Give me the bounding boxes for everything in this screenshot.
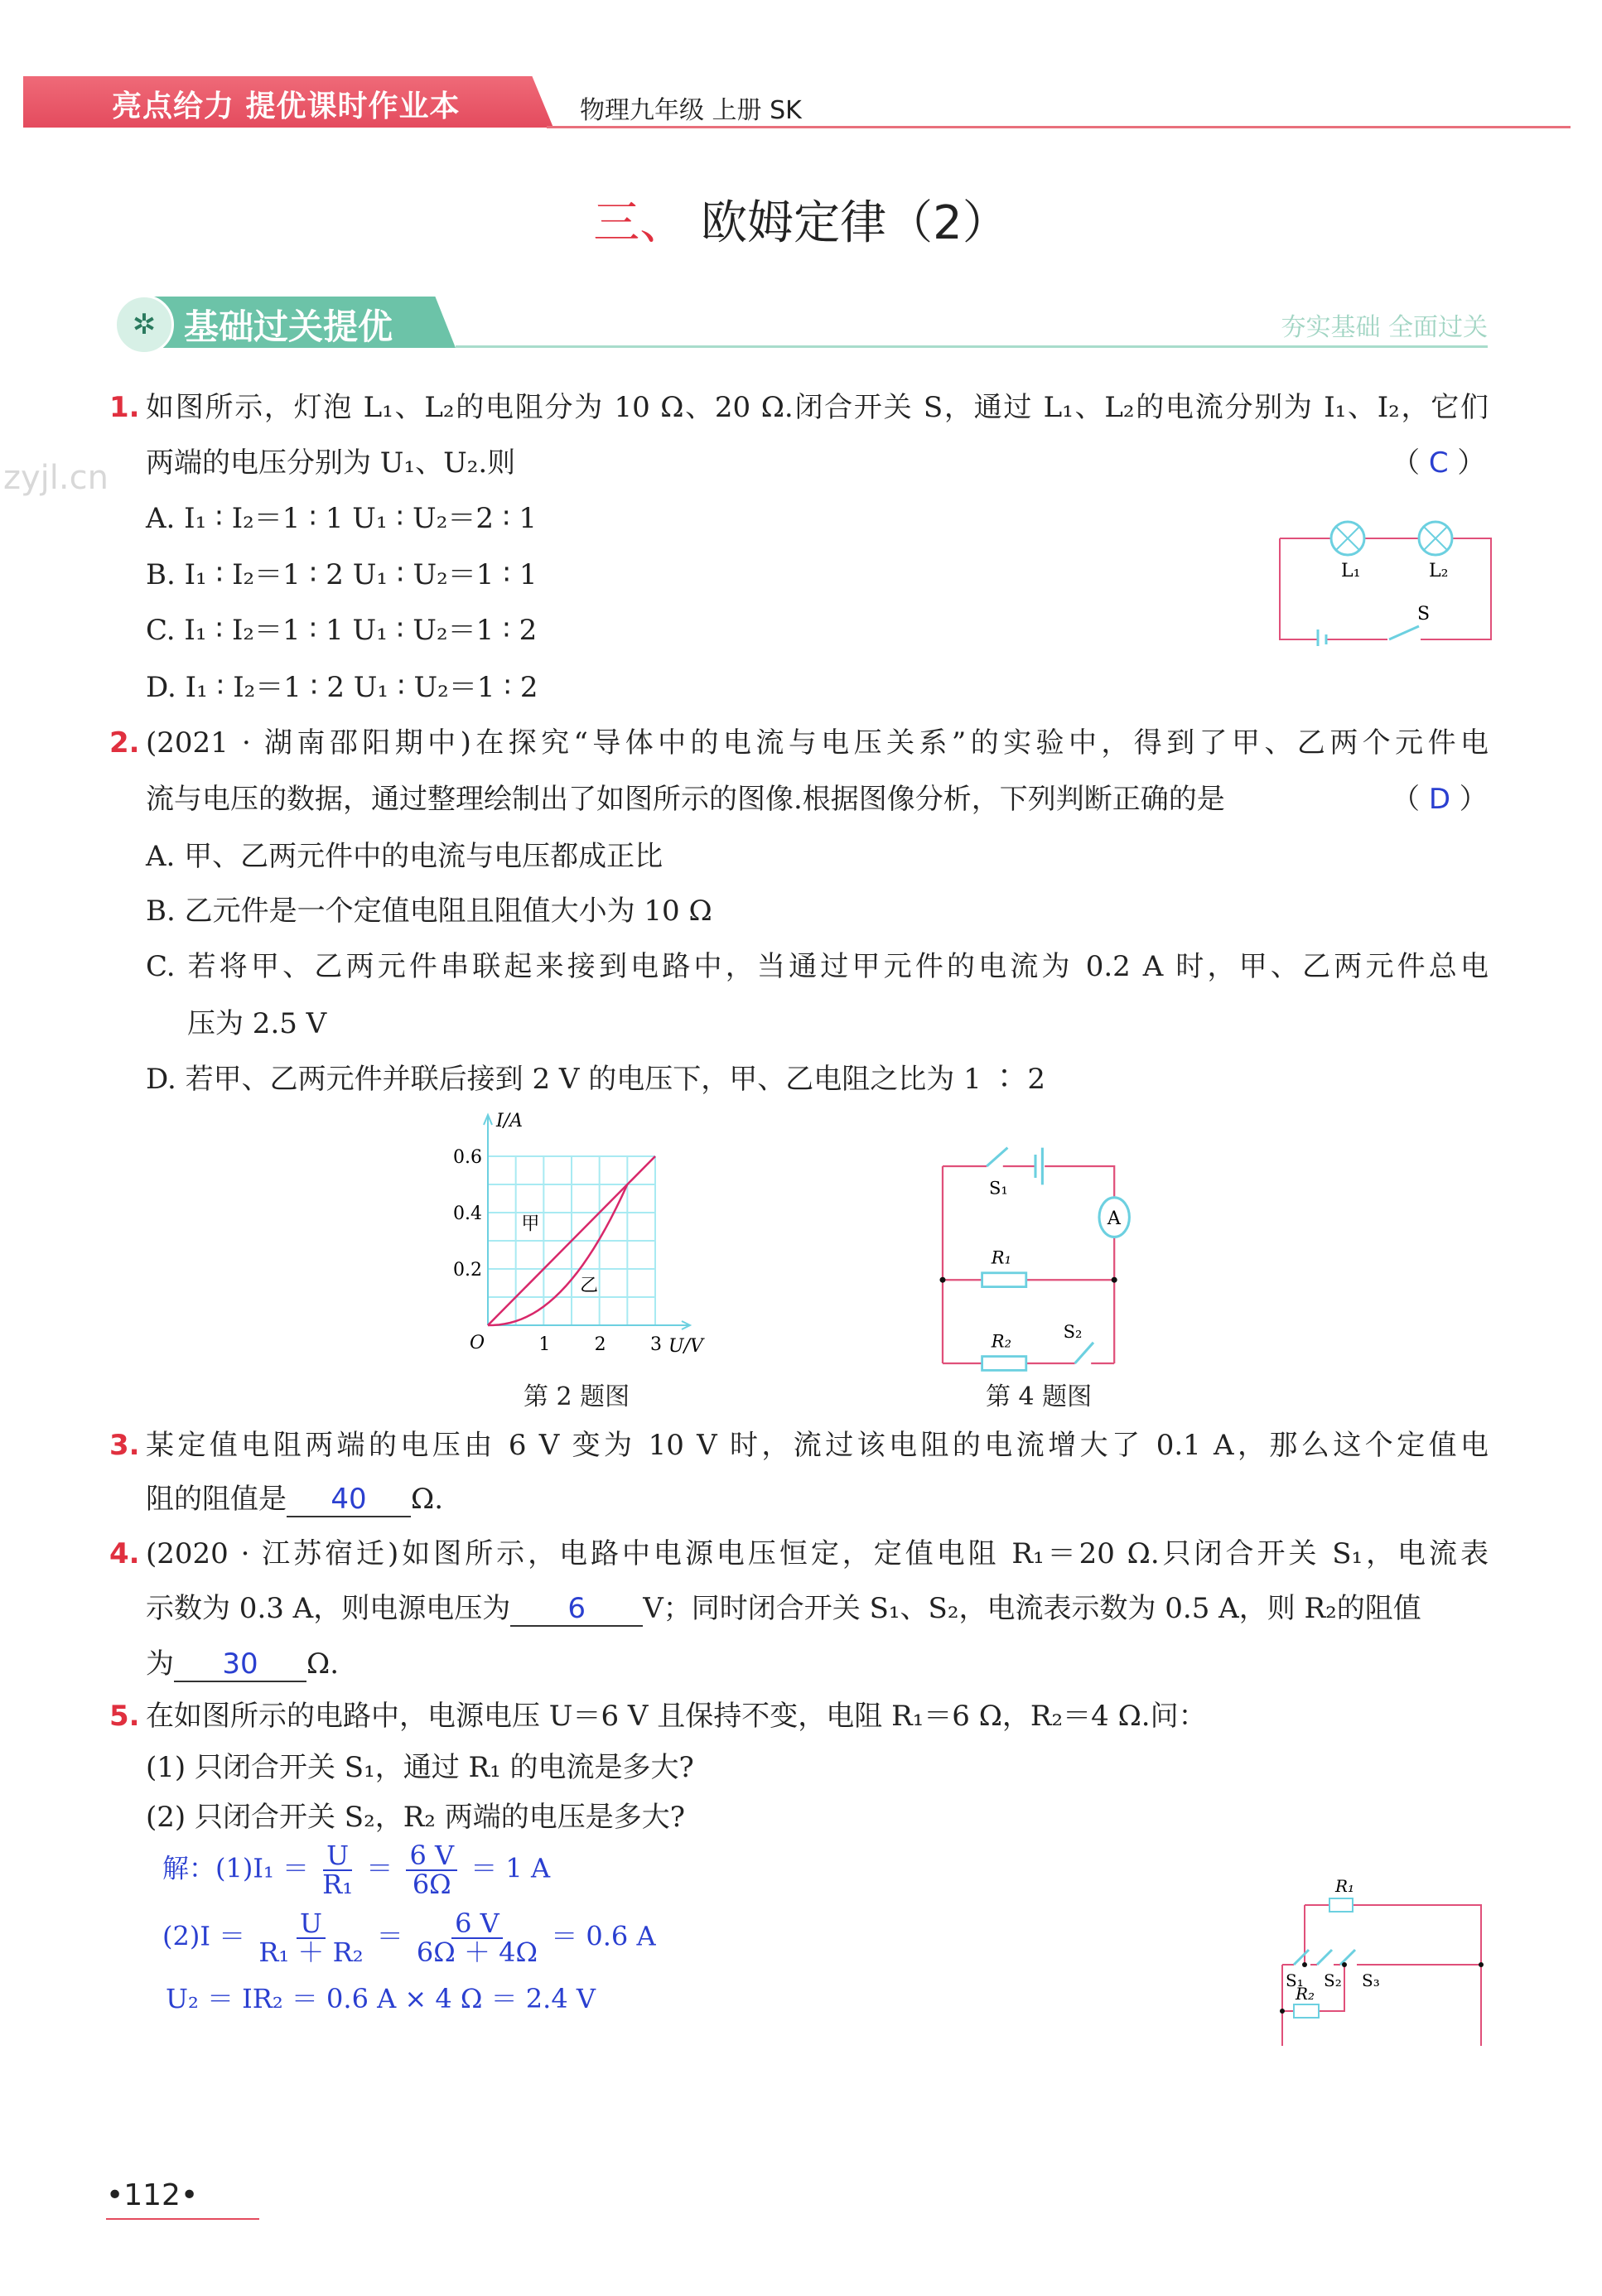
q5-solution-line2 — [162, 1910, 656, 1966]
q4-line1: (2020 · 江苏宿迁)如图所示，电路中电源电压恒定，定值电阻 R₁＝20 Ω.只闭合开关 S₁，电流表 — [146, 1537, 1489, 1570]
sol2-num: U — [297, 1910, 326, 1939]
subject-label: 物理九年级 上册 SK — [580, 96, 802, 125]
q5-sub1: (1) 只闭合开关 S₁，通过 R₁ 的电流是多大? — [146, 1751, 694, 1784]
q3-line1: 某定值电阻两端的电压由 6 V 变为 10 V 时，流过该电阻的电流增大了 0.1 A，那么这个定值电 — [146, 1429, 1489, 1462]
lesson-name: 欧姆定律（2） — [701, 196, 1009, 250]
origin-label: O — [470, 1333, 485, 1353]
q5-solution-line3: U₂ ＝ IR₂ ＝ 0.6 A × 4 Ω ＝ 2.4 V — [166, 1983, 596, 2014]
sol2-num2: 6 V — [451, 1910, 503, 1939]
q3-text: 阻的阻值是 — [146, 1483, 287, 1516]
q1-circuit-diagram — [1271, 514, 1503, 646]
q1-number: 1. — [109, 391, 140, 424]
fig2-iu-chart — [414, 1093, 795, 1367]
q1-answer-value: C — [1428, 446, 1449, 480]
q4-answer-blank-2: 30 — [174, 1647, 306, 1682]
sol1-lhs: 解：(1)I₁ ＝ — [162, 1852, 309, 1884]
battery-icon — [1035, 1148, 1042, 1185]
q1-answer: （ C ） — [1392, 446, 1486, 480]
y-tick-label: 0.4 — [453, 1203, 482, 1224]
fig4-circuit-diagram — [919, 1143, 1221, 1372]
label-r2: R₂ — [991, 1331, 1012, 1352]
q4-text-mid: V；同时闭合开关 S₁、S₂，电流表示数为 0.5 A，则 R₂的阻值 — [643, 1592, 1421, 1625]
q2-option-c-cont: 压为 2.5 V — [187, 1007, 327, 1040]
page-number-underline — [106, 2218, 259, 2220]
header-divider — [547, 126, 1571, 128]
y-tick-label: 0.6 — [453, 1147, 482, 1168]
switch-s2-icon — [1075, 1343, 1093, 1363]
sol1-den2: 6Ω — [412, 1869, 451, 1900]
label-s1: S₁ — [989, 1178, 1008, 1199]
switch-icon — [1389, 626, 1419, 639]
series-yi-label: 乙 — [580, 1276, 599, 1297]
eq: ＝ — [366, 1852, 393, 1884]
sol1-num: U — [323, 1842, 352, 1871]
q2-line1: (2021 · 湖南邵阳期中)在探究“导体中的电流与电压关系”的实验中，得到了甲、乙两个元件电 — [146, 726, 1489, 760]
q1-line2: 两端的电压分别为 U₁、U₂.则 — [146, 446, 516, 480]
q1-option-a: A. I₁ ∶ I₂＝1 ∶ 1 U₁ ∶ U₂＝2 ∶ 1 — [146, 502, 538, 535]
q2-answer-value: D — [1428, 783, 1450, 816]
q3-answer-blank: 40 — [287, 1483, 411, 1517]
resistor-r1-icon — [1329, 1898, 1353, 1912]
y-axis-label: I/A — [496, 1111, 523, 1131]
q5-line1: 在如图所示的电路中，电源电压 U＝6 V 且保持不变，电阻 R₁＝6 Ω，R₂＝4 Ω.问： — [146, 1700, 1207, 1733]
label-s: S — [1417, 604, 1431, 625]
q4-text: 示数为 0.3 A，则电源电压为 — [146, 1592, 511, 1625]
label-l2: L₂ — [1429, 561, 1449, 581]
q2-option-a: A. 甲、乙两元件中的电流与电压都成正比 — [146, 840, 663, 873]
q1-option-c: C. I₁ ∶ I₂＝1 ∶ 1 U₁ ∶ U₂＝1 ∶ 2 — [146, 614, 538, 647]
label-l1: L₁ — [1341, 561, 1361, 581]
q4-line3 — [146, 1647, 1489, 1682]
label-r1: R₁ — [991, 1247, 1012, 1268]
q2-number: 2. — [109, 726, 140, 760]
resistor-r1-icon — [982, 1273, 1026, 1287]
sol1-den: R₁ — [322, 1869, 354, 1900]
y-axis — [484, 1115, 492, 1325]
label-s1: S₁ — [1286, 1970, 1304, 1990]
sol2-den2: 6Ω ＋ 4Ω — [416, 1937, 538, 1968]
battery-icon — [1318, 629, 1326, 646]
series-title: 亮点给力 提优课时作业本 — [112, 89, 461, 123]
sol2-lhs: (2)I ＝ — [162, 1920, 246, 1952]
label-r2: R₂ — [1296, 1984, 1315, 2004]
label-s2: S₂ — [1324, 1970, 1342, 1990]
q2-option-b: B. 乙元件是一个定值电阻且阻值大小为 10 Ω — [146, 895, 712, 928]
q4-answer-blank-1: 6 — [510, 1592, 643, 1627]
switch-s1-icon — [987, 1148, 1007, 1166]
y-tick-label: 0.2 — [453, 1260, 482, 1281]
section-title: 基础过关提优 — [184, 306, 393, 347]
sprout-icon: ✲ — [114, 295, 174, 355]
watermark: zyjl.cn — [3, 459, 109, 497]
q2-line2: 流与电压的数据，通过整理绘制出了如图所示的图像.根据图像分析，下列判断正确的是 — [146, 783, 1225, 816]
q4-number: 4. — [109, 1537, 140, 1570]
q1-option-d: D. I₁ ∶ I₂＝1 ∶ 2 U₁ ∶ U₂＝1 ∶ 2 — [146, 671, 538, 704]
q4-text-3: 为 — [146, 1647, 174, 1681]
label-s3: S₃ — [1362, 1970, 1380, 1990]
q5-solution-line1 — [162, 1842, 550, 1898]
x-tick-label: 1 — [538, 1334, 551, 1355]
q5-number: 5. — [109, 1700, 140, 1733]
x-tick-label: 3 — [650, 1334, 662, 1355]
x-axis — [488, 1321, 690, 1329]
q2-option-d: D. 若甲、乙两元件并联后接到 2 V 的电压下，甲、乙电阻之比为 1 ∶ 2 — [146, 1063, 1045, 1096]
q2-option-c: C. 若将甲、乙两元件串联起来接到电路中，当通过甲元件的电流为 0.2 A 时，甲、乙两元件总电 — [146, 950, 1489, 983]
sol2-result: ＝ 0.6 A — [551, 1920, 656, 1952]
q3-number: 3. — [109, 1429, 140, 1462]
resistor-r2-icon — [1294, 2004, 1319, 2018]
ammeter-label: A — [1107, 1208, 1121, 1229]
q3-line2 — [146, 1483, 1489, 1517]
q5-sub2: (2) 只闭合开关 S₂，R₂ 两端的电压是多大? — [146, 1801, 685, 1834]
series-jia-label: 甲 — [521, 1213, 540, 1235]
q5-circuit-diagram — [1276, 1864, 1499, 2046]
q4-unit: Ω. — [306, 1647, 339, 1681]
fig4-caption: 第 4 题图 — [986, 1382, 1093, 1411]
q4-line2 — [146, 1592, 1489, 1627]
sol2-den: R₁ ＋ R₂ — [258, 1937, 364, 1968]
section-slogan: 夯实基础 全面过关 — [1281, 313, 1488, 342]
x-axis-label: U/V — [668, 1336, 703, 1357]
lesson-number: 三、 — [593, 196, 687, 250]
sol1-result: ＝ 1 A — [470, 1852, 551, 1884]
resistor-r2-icon — [982, 1357, 1026, 1371]
label-s2: S₂ — [1063, 1322, 1083, 1343]
fig2-caption: 第 2 题图 — [524, 1382, 630, 1411]
q1-line1: 如图所示，灯泡 L₁、L₂的电阻分为 10 Ω、20 Ω.闭合开关 S，通过 L₁、L₂的电流分别为 I₁、I₂，它们 — [146, 391, 1489, 424]
sol1-num2: 6 V — [406, 1842, 457, 1871]
x-tick-label: 2 — [594, 1334, 606, 1355]
switch-icons — [1294, 1950, 1355, 1965]
label-r1: R₁ — [1335, 1876, 1355, 1896]
q2-answer: （ D ） — [1392, 783, 1488, 816]
eq: ＝ — [376, 1920, 403, 1952]
q3-unit: Ω. — [411, 1483, 443, 1516]
page-number: •112• — [106, 2178, 199, 2212]
q1-option-b: B. I₁ ∶ I₂＝1 ∶ 2 U₁ ∶ U₂＝1 ∶ 1 — [146, 558, 538, 591]
section-divider — [456, 345, 1488, 348]
lesson-title — [0, 186, 1602, 253]
